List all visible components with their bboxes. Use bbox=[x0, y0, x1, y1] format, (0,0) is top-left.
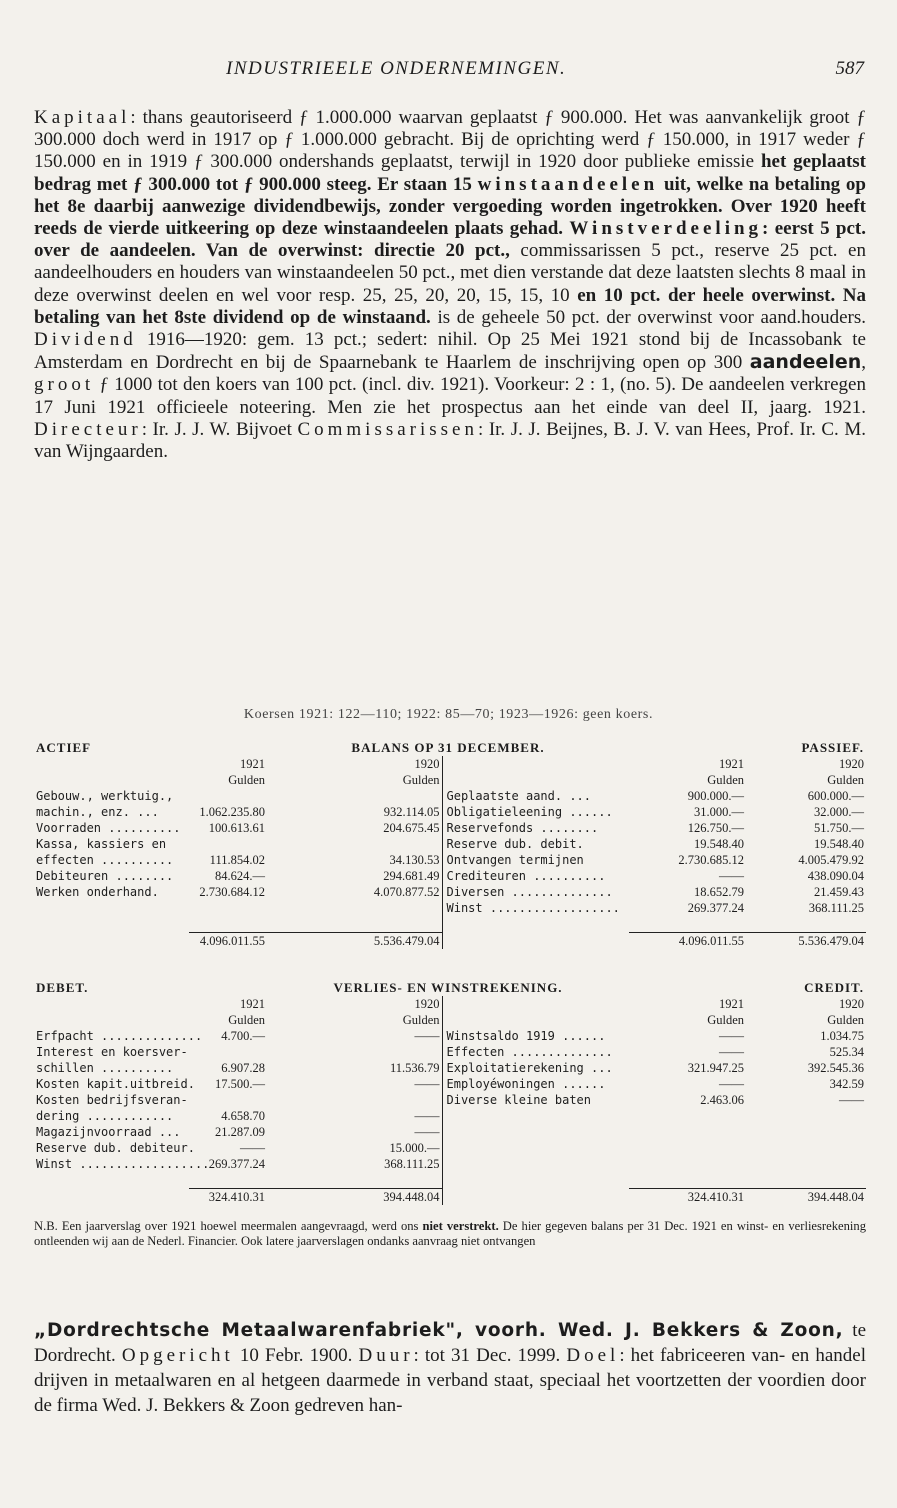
cell-value: 21.287.09 bbox=[215, 1125, 265, 1139]
row-label: Employéwoningen ...... bbox=[446, 1077, 606, 1091]
doel-value: : het fabriceeren van- en handel drijven in metaalwaren en al hetgeen daarmede in verband staat, speciaal het voortzetten der voordien door de firma Wed. J. Bekkers & Zoon gedreven han- bbox=[34, 1345, 866, 1416]
table-row bbox=[34, 804, 866, 820]
opgericht-label: Opgericht bbox=[121, 1345, 234, 1366]
row-label: machin., enz. ... bbox=[36, 805, 159, 819]
row-label: Gebouw., werktuig., bbox=[36, 789, 174, 803]
year-label: 1920 bbox=[839, 757, 865, 771]
total-value: 4.096.011.55 bbox=[189, 932, 267, 949]
cell-value: 4.658.70 bbox=[221, 1109, 265, 1123]
body-text-7: : Ir. J. J. W. Bijvoet bbox=[141, 418, 298, 440]
table-row bbox=[34, 836, 866, 852]
running-title: INDUSTRIEELE ONDERNEMINGEN. bbox=[226, 58, 567, 79]
cell-value: 126.750.— bbox=[687, 821, 745, 835]
year-label: 1921 bbox=[240, 997, 265, 1011]
row-label: Obligatieleening ...... bbox=[446, 805, 613, 819]
unit-label: Gulden bbox=[707, 773, 745, 787]
cell-value: —— bbox=[240, 1141, 265, 1155]
cell-value: 269.377.24 bbox=[208, 1157, 265, 1171]
cell-value bbox=[189, 788, 267, 804]
company-entry bbox=[34, 1318, 866, 1418]
row-label: Diversen .............. bbox=[446, 885, 613, 899]
company-location: te Dordrecht. bbox=[34, 1320, 866, 1366]
cell-value: 368.111.25 bbox=[808, 901, 865, 915]
cell-value: 368.111.25 bbox=[267, 1156, 442, 1172]
footnote bbox=[34, 1219, 866, 1249]
directeur-label: Directeur bbox=[34, 418, 142, 440]
body-text-3: is de geheele 50 pct. der overwinst voor aand.houders. bbox=[430, 306, 867, 328]
cell-value: 438.090.04 bbox=[807, 869, 865, 883]
passief-heading: PASSIEF. bbox=[801, 740, 865, 755]
body-text-8: : Ir. J. J. Beijnes, B. J. V. van Hees, Prof. Ir. C. M. van Wijngaarden. bbox=[34, 418, 866, 463]
row-label: dering ............ bbox=[36, 1109, 174, 1123]
cell-value bbox=[189, 1092, 267, 1108]
bold-text-2: uit, welke na betaling op het 8e daarbij aanwezige dividendbewijs, zonder vergoeding worden ingetrokken. Over 1920 heeft reeds de vierde uitkeering op deze winstaandeelen plaats gehad. bbox=[34, 173, 866, 240]
row-label: Kassa, kassiers en bbox=[36, 837, 167, 851]
row-label: Ontvangen termijnen bbox=[446, 853, 584, 867]
koersen-line: Koersen 1921: 122—110; 1922: 85—70; 1923—1926: geen koers. bbox=[243, 707, 654, 722]
year-label: 1921 bbox=[240, 757, 265, 771]
cell-value: 32.000.— bbox=[814, 805, 865, 819]
page-number: 587 bbox=[835, 58, 864, 79]
cell-value: 269.377.24 bbox=[687, 901, 745, 915]
bold-text-1: het geplaatst bedrag met ƒ 300.000 tot ƒ 900.000 steeg. Er staan 15 bbox=[34, 151, 867, 195]
balans-title: BALANS OP 31 DECEMBER. bbox=[351, 740, 545, 755]
winst-heading-row bbox=[34, 980, 866, 996]
body-text-4: 1916—1920: gem. 13 pct.; sedert: nihil. Op 25 Mei 1921 stond bij de Incassobank te Amsterdam en Dordrecht en bij de Spaarnebank te Haarlem de inschrijving open op 300 bbox=[34, 329, 866, 374]
table-row bbox=[34, 1060, 866, 1076]
cell-value: 392.545.36 bbox=[807, 1061, 864, 1075]
cell-value: 932.114.05 bbox=[267, 804, 442, 820]
row-label: Erfpacht .............. bbox=[36, 1029, 203, 1043]
table-row bbox=[34, 900, 866, 916]
cell-value: 900.000.— bbox=[687, 789, 745, 803]
cell-value: 321.947.25 bbox=[687, 1061, 744, 1075]
body-text bbox=[34, 107, 866, 463]
total-value: 324.410.31 bbox=[629, 1188, 746, 1205]
table-row bbox=[34, 1044, 866, 1060]
table-row bbox=[34, 852, 866, 868]
table-row bbox=[34, 1028, 866, 1044]
cell-value: 2.730.685.12 bbox=[678, 853, 745, 867]
row-label: Magazijnvoorraad ... bbox=[36, 1125, 181, 1139]
cell-value bbox=[267, 788, 442, 804]
table-row bbox=[34, 1092, 866, 1108]
cell-value: 342.59 bbox=[829, 1077, 864, 1091]
year-label: 1920 bbox=[267, 756, 442, 772]
footnote-bold: niet verstrekt. bbox=[422, 1219, 499, 1233]
table-row bbox=[34, 1172, 866, 1188]
running-head bbox=[34, 58, 864, 88]
row-label: Kosten bedrijfsveran- bbox=[36, 1093, 188, 1107]
row-label: Winstsaldo 1919 ...... bbox=[446, 1029, 606, 1043]
commissarissen-label: Commissarissen bbox=[297, 418, 478, 440]
cell-value: —— bbox=[267, 1028, 442, 1044]
doel-label: Doel bbox=[566, 1345, 620, 1366]
row-label: schillen .......... bbox=[36, 1061, 174, 1075]
debet-heading: DEBET. bbox=[36, 980, 89, 995]
winstverdeeling-label: Winstverdeeling bbox=[569, 218, 763, 240]
year-label: 1920 bbox=[839, 997, 864, 1011]
body-text-6: ƒ 1000 tot den koers van 100 pct. (incl. div. 1921). Voorkeur: 2 : 1, (no. 5). De aandeelen verkregen 17 Juni 1921 officieele noteering. Men zie het prospectus aan het einde van deel II, jaarg. 1921. bbox=[34, 374, 866, 418]
unit-label: Gulden bbox=[827, 1013, 864, 1027]
balans-heading-row bbox=[34, 740, 866, 756]
table-row bbox=[34, 916, 866, 932]
cell-value: 6.907.28 bbox=[221, 1061, 265, 1075]
cell-value: 31.000.— bbox=[694, 805, 745, 819]
row-label: Exploitatierekening ... bbox=[446, 1061, 613, 1075]
cell-value: —— bbox=[719, 1077, 744, 1091]
table-row bbox=[34, 1156, 866, 1172]
body-text-5: , bbox=[861, 352, 866, 374]
cell-value: 4.700.— bbox=[221, 1029, 265, 1043]
unit-label: Gulden bbox=[267, 772, 442, 788]
cell-value: 18.652.79 bbox=[694, 885, 745, 899]
year-label: 1921 bbox=[719, 997, 744, 1011]
unit-label: Gulden bbox=[707, 1013, 744, 1027]
cell-value: 525.34 bbox=[829, 1045, 864, 1059]
row-label: Reserve dub. debiteur. bbox=[36, 1141, 195, 1155]
table-row bbox=[34, 788, 866, 804]
cell-value bbox=[189, 1044, 267, 1060]
company-paragraph bbox=[34, 1318, 866, 1418]
row-label: effecten .......... bbox=[36, 853, 174, 867]
cell-value: 100.613.61 bbox=[208, 821, 265, 835]
dividend-label: Dividend bbox=[34, 329, 137, 351]
winst-year-row bbox=[34, 996, 866, 1012]
cell-value: —— bbox=[719, 1045, 744, 1059]
table-row bbox=[34, 1076, 866, 1092]
unit-label: Gulden bbox=[827, 773, 865, 787]
cell-value: —— bbox=[267, 1076, 442, 1092]
row-label: Effecten .............. bbox=[446, 1045, 613, 1059]
cell-value: 2.730.684.12 bbox=[199, 885, 265, 899]
cell-value: 34.130.53 bbox=[267, 852, 442, 868]
bold-text-4: en 10 pct. der heele overwinst. Na betaling van het 8ste dividend op de winstaand. bbox=[34, 284, 866, 328]
row-label: Crediteuren .......... bbox=[446, 869, 606, 883]
winst-table bbox=[34, 980, 866, 1205]
table-row bbox=[34, 868, 866, 884]
total-value: 5.536.479.04 bbox=[746, 932, 866, 949]
row-label: Geplaatste aand. ... bbox=[446, 789, 591, 803]
cell-value: 84.624.— bbox=[215, 869, 265, 883]
duur-label: Duur bbox=[358, 1345, 414, 1366]
cell-value: 19.548.40 bbox=[814, 837, 865, 851]
row-label: Voorraden .......... bbox=[36, 821, 181, 835]
row-label: Winst .................. bbox=[36, 1157, 210, 1171]
cell-value bbox=[267, 836, 442, 852]
cell-value: 111.854.02 bbox=[209, 853, 265, 867]
cell-value: 19.548.40 bbox=[694, 837, 745, 851]
cell-value: 1.034.75 bbox=[820, 1029, 864, 1043]
cell-value: 294.681.49 bbox=[267, 868, 442, 884]
cell-value: 1.062.235.80 bbox=[199, 805, 265, 819]
cell-value bbox=[267, 1092, 442, 1108]
actief-heading: ACTIEF bbox=[36, 740, 92, 755]
cell-value: —— bbox=[267, 1124, 442, 1140]
body-paragraph bbox=[34, 107, 866, 463]
cell-value: 2.463.06 bbox=[700, 1093, 744, 1107]
row-label: Winst .................. bbox=[446, 901, 620, 915]
cell-value: 17.500.— bbox=[215, 1077, 265, 1091]
bold-text-3: : eerst 5 pct. over de aandeelen. Van de overwinst: directie 20 pct., bbox=[34, 218, 866, 262]
cell-value: 4.070.877.52 bbox=[267, 884, 442, 900]
winst-unit-row bbox=[34, 1012, 866, 1028]
kapitaal-label: Kapitaal bbox=[34, 107, 131, 128]
total-value: 394.448.04 bbox=[267, 1188, 442, 1205]
winstaandeelen-label: winstaandeelen bbox=[477, 173, 659, 195]
unit-label: Gulden bbox=[267, 1012, 442, 1028]
balans-table bbox=[34, 740, 866, 949]
table-row bbox=[34, 1140, 866, 1156]
table-row bbox=[34, 1124, 866, 1140]
total-value: 324.410.31 bbox=[189, 1188, 267, 1205]
cell-value: —— bbox=[719, 869, 745, 883]
cell-value: 15.000.— bbox=[267, 1140, 442, 1156]
total-value: 5.536.479.04 bbox=[267, 932, 442, 949]
cell-value: 11.536.79 bbox=[267, 1060, 442, 1076]
aandeelen-label: aandeelen bbox=[749, 351, 862, 374]
body-text-2: commissarissen 5 pct., reserve 25 pct. en aandeelhouders en houders van winstaandeelen 50 pct., met dien verstande dat deze laatsten slechts 8 maal in deze overwinst deelen en wel voor resp. 25, 25, 20, 20, 15, 15, 10 bbox=[34, 240, 866, 306]
cell-value: —— bbox=[719, 1029, 744, 1043]
year-label: 1920 bbox=[267, 996, 442, 1012]
winst-title: VERLIES- EN WINSTREKENING. bbox=[333, 980, 563, 995]
balans-unit-row bbox=[34, 772, 866, 788]
total-value: 394.448.04 bbox=[746, 1188, 866, 1205]
cell-value: 204.675.45 bbox=[267, 820, 442, 836]
table-row bbox=[34, 884, 866, 900]
row-label: Reservefonds ........ bbox=[446, 821, 599, 835]
cell-value: 21.459.43 bbox=[814, 885, 865, 899]
cell-value: —— bbox=[839, 1093, 864, 1107]
row-label: Kosten kapit.uitbreid. bbox=[36, 1077, 195, 1091]
cell-value bbox=[189, 836, 267, 852]
cell-value: 4.005.479.92 bbox=[798, 853, 865, 867]
table-row bbox=[34, 820, 866, 836]
table-row bbox=[34, 1108, 866, 1124]
kapitaal-text: : thans geautoriseerd ƒ 1.000.000 waarvan geplaatst ƒ 900.000. Het was aanvankelijk groot ƒ 300.000 doch werd in 1917 op ƒ 1.000.000 gebracht. Bij de oprichting werd ƒ 150.000, in 1917 weder ƒ 150.000 en in 1919 ƒ 300.000 ondershands geplaatst, terwijl in 1920 door publieke emissie bbox=[34, 107, 866, 173]
company-name: „Dordrechtsche Metaalwarenfabriek", voorh. Wed. J. Bekkers & Zoon, bbox=[34, 1320, 844, 1341]
row-label: Diverse kleine baten bbox=[446, 1093, 591, 1107]
row-label: Debiteuren ........ bbox=[36, 869, 174, 883]
unit-label: Gulden bbox=[228, 1013, 265, 1027]
balans-year-row bbox=[34, 756, 866, 772]
total-value: 4.096.011.55 bbox=[629, 932, 746, 949]
groot-label: groot bbox=[34, 374, 95, 396]
cell-value: 600.000.— bbox=[807, 789, 865, 803]
year-label: 1921 bbox=[719, 757, 745, 771]
credit-heading: CREDIT. bbox=[804, 980, 864, 995]
balans-totals-row bbox=[34, 932, 866, 949]
opgericht-value: 10 Febr. 1900. bbox=[233, 1345, 359, 1366]
footnote-rest: De hier gegeven balans per 31 Dec. 1921 en winst- en verliesrekening ontleenden wij aan de Nederl. Financier. Ook latere jaarverslagen ondanks aanvraag niet ontvangen bbox=[34, 1219, 866, 1248]
duur-value: : tot 31 Dec. 1999. bbox=[413, 1345, 567, 1366]
row-label: Interest en koersver- bbox=[36, 1045, 188, 1059]
cell-value: —— bbox=[267, 1108, 442, 1124]
winst-totals-row bbox=[34, 1188, 866, 1205]
row-label: Werken onderhand. bbox=[36, 885, 159, 899]
footnote-text: N.B. Een jaarverslag over 1921 hoewel meermalen aangevraagd, werd ons bbox=[34, 1219, 423, 1233]
cell-value bbox=[267, 1044, 442, 1060]
unit-label: Gulden bbox=[228, 773, 265, 787]
cell-value: 51.750.— bbox=[814, 821, 865, 835]
row-label: Reserve dub. debit. bbox=[446, 837, 584, 851]
